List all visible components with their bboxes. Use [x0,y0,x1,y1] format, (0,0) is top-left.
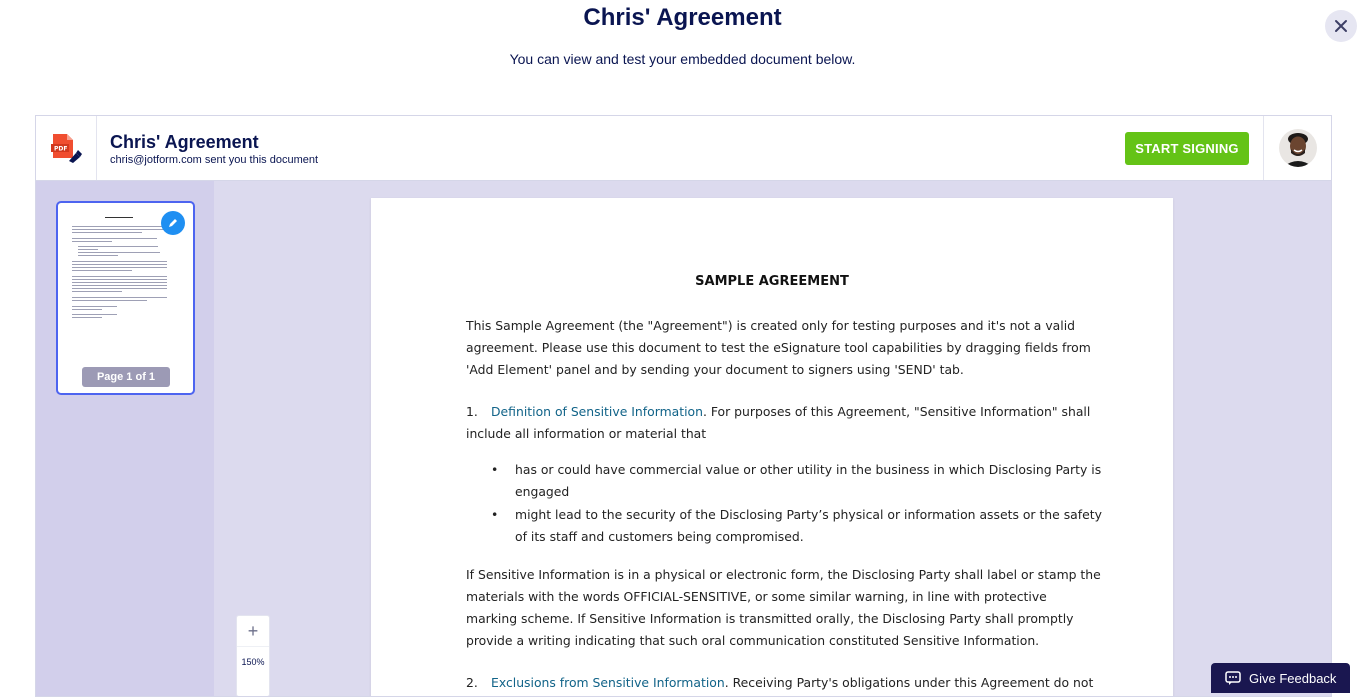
pdf-icon-container [36,116,97,180]
section-number: 2. [466,675,478,690]
section-link[interactable]: Definition of Sensitive Information [491,404,703,419]
document-title: Chris' Agreement [110,132,259,152]
zoom-level: 150% [241,657,265,667]
document-header [36,116,1331,181]
page-thumbnail[interactable] [56,201,195,395]
section-text: . Receiving Party's obligations under this Agreement do not [724,675,1094,690]
text-line: agreement. Please use this document to test the eSignature tool capabilities by dragging fields from [466,340,1091,355]
avatar[interactable] [1279,129,1317,167]
pdf-sign-icon [49,132,83,164]
document-sender: chris@jotform.com sent you this document [110,154,319,166]
text-line: of its staff and customers being compromised. [515,529,804,544]
text-line: If Sensitive Information is in a physical or electronic form, the Disclosing Party shall label or stamp the [466,567,1101,582]
text-line: This Sample Agreement (the "Agreement") is created only for testing purposes and it's not a valid [466,318,1076,333]
zoom-controls [236,615,270,697]
give-feedback-button[interactable] [1211,663,1350,693]
agreement-heading: SAMPLE AGREEMENT [695,274,849,289]
close-icon [1334,19,1348,33]
document-viewer [35,115,1332,697]
start-signing-button[interactable]: START SIGNING [1125,132,1249,165]
thumbnail-edit-button[interactable] [161,211,185,235]
bullet-marker: • [491,462,499,477]
text-line: 'Add Element' panel and by sending your document to signers using 'SEND' tab. [466,362,964,377]
text-line: engaged [515,484,570,499]
section-number: 1. [466,404,478,419]
page-label: Page 1 of 1 [82,367,170,387]
modal-subtitle: You can view and test your embedded document below. [509,51,856,67]
bullet-marker: • [491,507,499,522]
avatar-container [1263,116,1332,180]
pen-icon [167,217,179,229]
thumbnail-preview [72,217,167,320]
section-text: . For purposes of this Agreement, "Sensitive Information" shall [702,404,1091,419]
text-line: materials with the words OFFICIAL-SENSITIVE, or some similar warning, in line with protective [466,589,1047,604]
sensitive-info-paragraph [466,564,1106,652]
intro-paragraph [466,315,1106,381]
zoom-in-button[interactable]: + [237,616,269,647]
close-button[interactable] [1325,10,1357,42]
document-page [371,198,1173,697]
section-1 [466,401,1106,445]
text-line: has or could have commercial value or other utility in the business in which Disclosing Party is [515,462,1102,477]
svg-text:PDF: PDF [54,145,68,153]
text-line: provide a writing indicating that such oral communication constituted Sensitive Information. [466,633,1040,648]
feedback-label: Give Feedback [1249,670,1337,686]
page-thumbnails-sidebar [36,181,214,697]
text-line: marking scheme. If Sensitive Information is transmitted orally, the Disclosing Party shall promptly [466,611,1074,626]
bullet-item [515,504,1105,548]
text-line: might lead to the security of the Disclosing Party’s physical or information assets or the safety [515,507,1102,522]
section-link[interactable]: Exclusions from Sensitive Information [491,675,725,690]
modal-title: Chris' Agreement [583,4,782,31]
feedback-icon [1225,671,1241,685]
section-2 [466,672,1106,694]
user-avatar-icon [1279,129,1317,167]
section-text: include all information or material that [466,426,707,441]
bullet-item [515,459,1105,503]
